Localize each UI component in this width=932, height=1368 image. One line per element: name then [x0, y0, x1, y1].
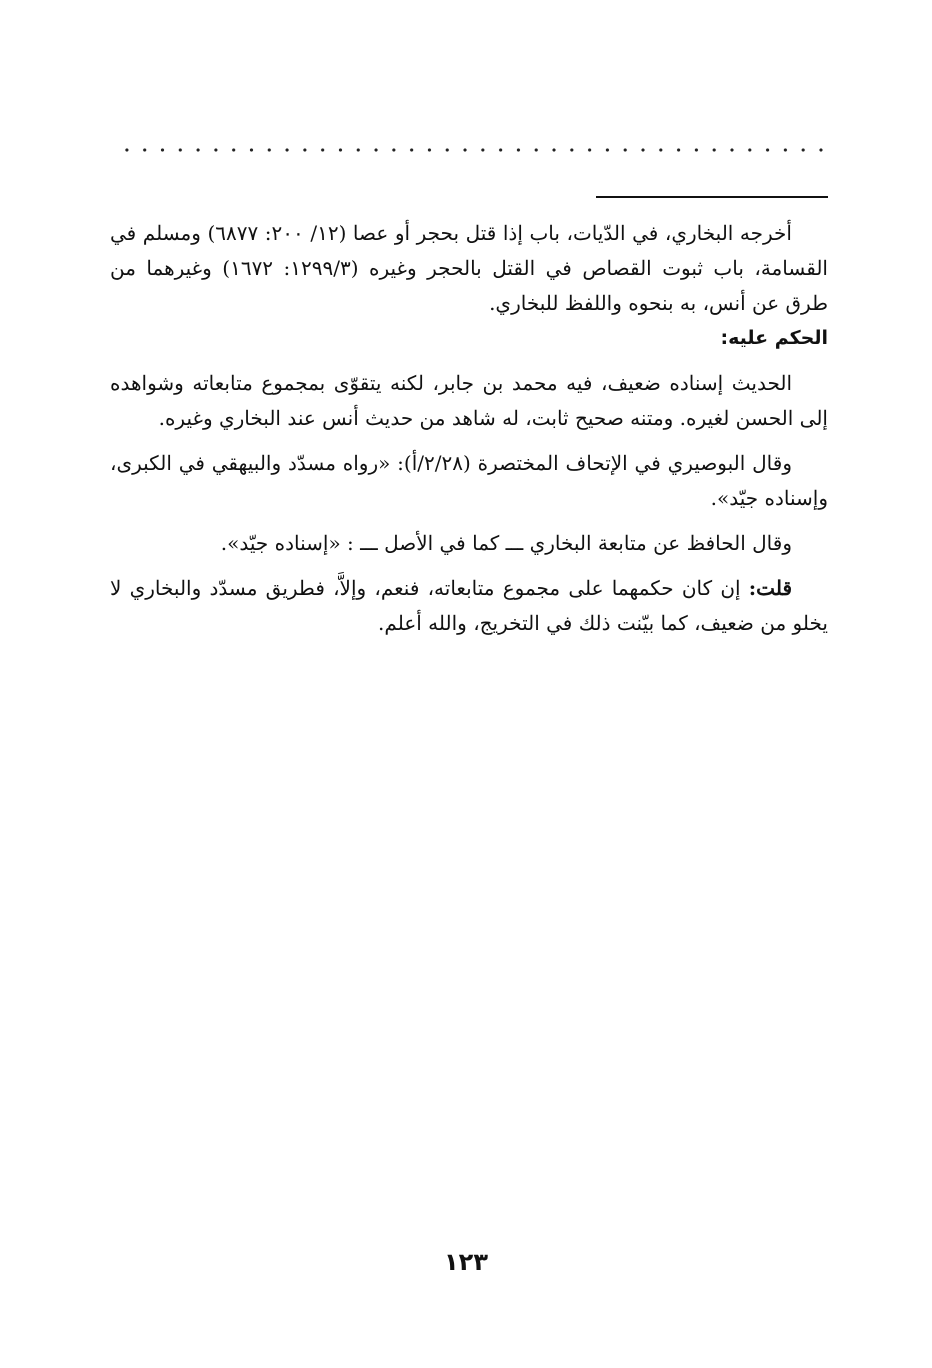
page-number: ١٢٣ [444, 1248, 488, 1276]
ruling-paragraph-3: وقال الحافظ عن متابعة البخاري ـــ كما في الأصل ـــ : «إسناده جيّد». [220, 531, 792, 555]
main-text-block [110, 216, 828, 641]
dotted-separator [118, 146, 830, 154]
ruling-paragraph-2: وقال البوصيري في الإتحاف المختصرة (٢/٢٨/أ): «رواه مسدّد والبيهقي في الكبرى، وإسناده جيّد». [110, 451, 828, 510]
footnote-separator-line [596, 196, 828, 198]
footnote-paragraph: أخرجه البخاري، في الدّيات، باب إذا قتل بحجر أو عصا (١٢/ ٢٠٠: ٦٨٧٧) ومسلم في القسامة، باب ثبوت القصاص في القتل بالحجر وغيره (١٢٩٩/٣: ١٦٧٢) وغيرهما من طرق عن أنس، به بنحوه واللفظ للبخاري. [110, 221, 828, 315]
qultu-label: قلت: [748, 576, 792, 600]
ruling-heading: الحكم عليه: [720, 327, 828, 349]
ruling-paragraph-4 [110, 571, 828, 641]
ruling-paragraph-1: الحديث إسناده ضعيف، فيه محمد بن جابر، لكنه يتقوّى بمجموع متابعاته وشواهده إلى الحسن لغيره. ومتنه صحيح ثابت، له شاهد من حديث أنس عند البخاري وغيره. [110, 371, 828, 430]
ruling-paragraph-4-text: إن كان حكمهما على مجموع متابعاته، فنعم، وإلاَّ، فطريق مسدّد والبخاري لا يخلو من ضعيف، كما بيّنت ذلك في التخريج، والله أعلم. [110, 576, 828, 635]
